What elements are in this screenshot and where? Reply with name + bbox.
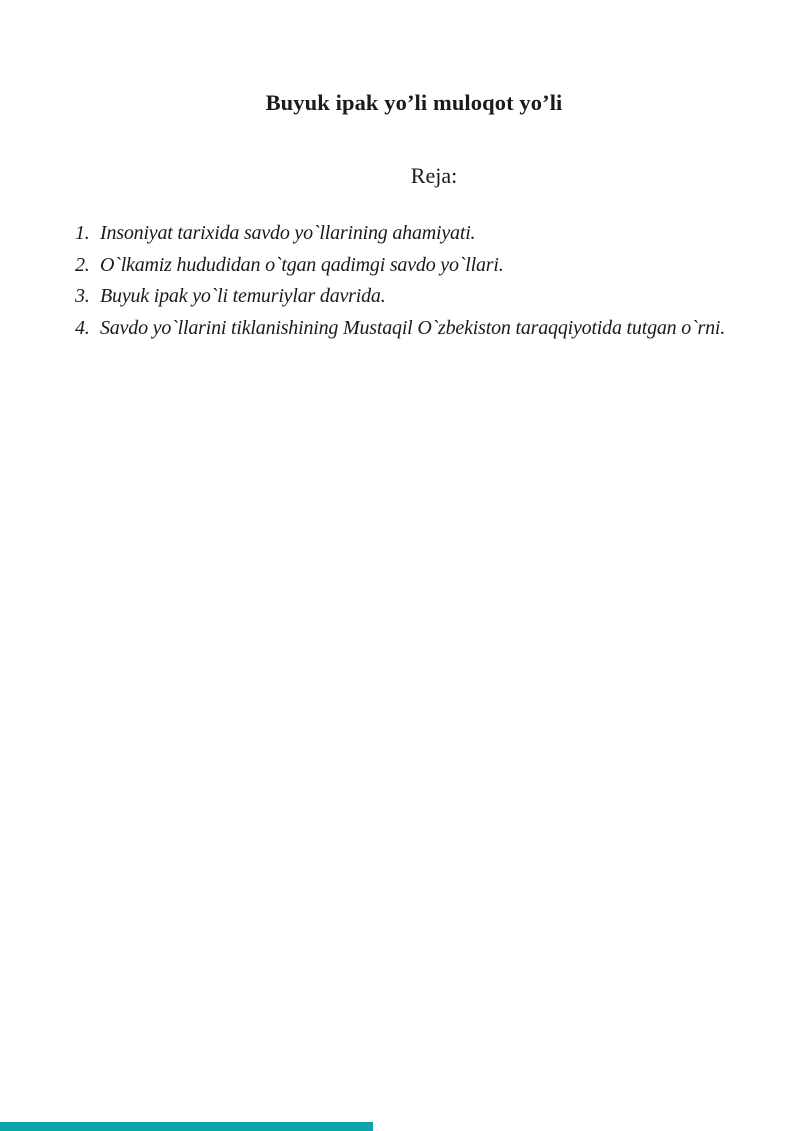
list-item-number: 4. — [75, 316, 90, 339]
page-bottom-accent-bar — [0, 1122, 373, 1131]
plan-list — [0, 218, 800, 344]
list-item — [0, 313, 800, 345]
list-item-text: O`lkamiz hududidan o`tgan qadimgi savdo yo`llari. — [100, 253, 504, 276]
list-item-number: 2. — [75, 253, 90, 276]
list-item — [0, 281, 800, 313]
section-heading-reja: Reja: — [410, 163, 458, 188]
list-item-text: Insoniyat tarixida savdo yo`llarining ahamiyati. — [100, 222, 476, 244]
list-item — [0, 250, 800, 282]
document-title: Buyuk ipak yo’li muloqot yo’li — [265, 90, 563, 115]
list-item — [0, 218, 800, 250]
list-item-number: 3. — [75, 285, 90, 308]
list-item-text: Buyuk ipak yo`li temuriylar davrida. — [100, 285, 386, 308]
list-item-text: Savdo yo`llarini tiklanishining Mustaqil O`zbekiston taraqqiyotida tutgan o`rni. — [100, 316, 726, 339]
list-item-number: 1. — [75, 222, 90, 244]
